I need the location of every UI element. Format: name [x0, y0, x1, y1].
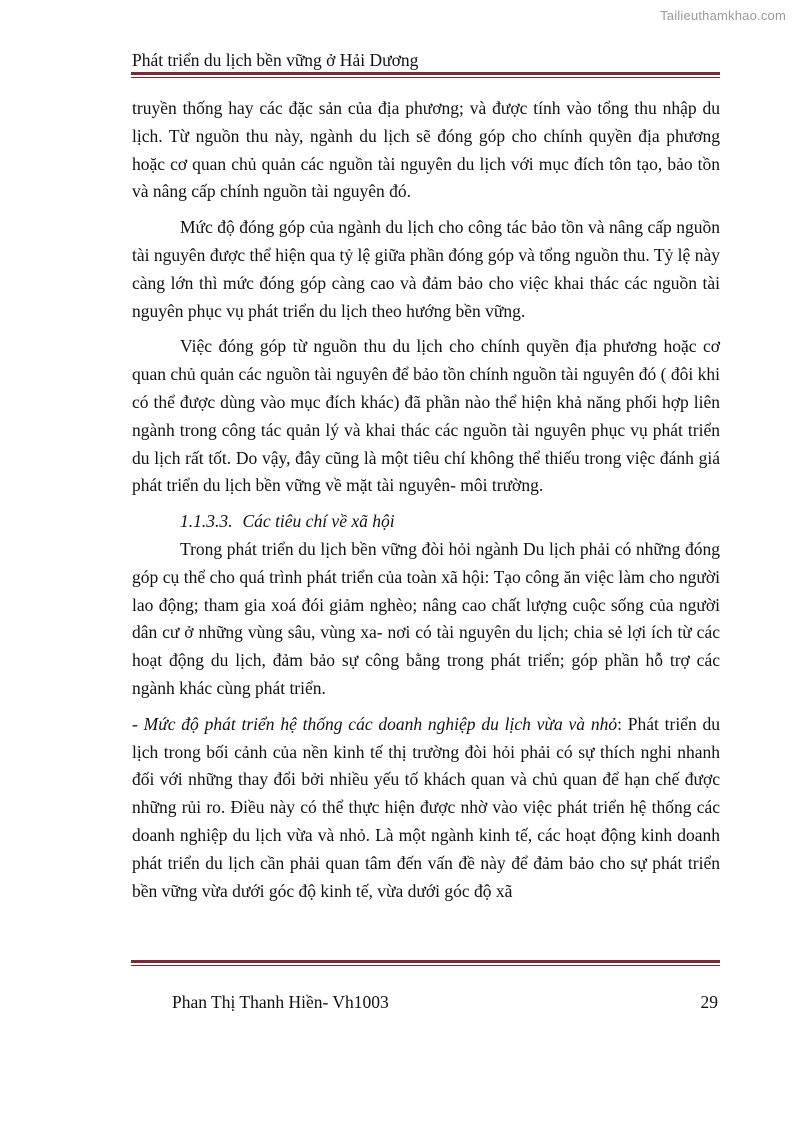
- paragraph-4: Trong phát triển du lịch bền vững đòi hỏi ngành Du lịch phải có những đóng góp cụ thể cho quá trình phát triển của toàn xã hội: Tạo công ăn việc làm cho người lao động; tham gia xoá đói giảm nghèo; nâng cao chất lượng cuộc sống của người dân cư ở những vùng sâu, vùng xa- nơi có tài nguyên du lịch; chia sẻ lợi ích từ các hoạt động du lịch, đảm bảo sự công bằng trong phát triển; góp phần hỗ trợ các ngành khác cùng phát triển.: [132, 538, 720, 698]
- paragraph-3: Việc đóng góp từ nguồn thu du lịch cho chính quyền địa phương hoặc cơ quan chủ quản các nguồn tài nguyên để bảo tồn chính nguồn tài nguyên đó ( đôi khi có thể được dùng vào mục đích khác) đã phần nào thể hiện khả năng phối hợp liên ngành trong công tác quản lý và khai thác các nguồn tài nguyên phục vụ phát triển du lịch rất tốt. Do vậy, đây cũng là một tiêu chí không thể thiếu trong việc đánh giá phát triển du lịch bền vững về mặt tài nguyên- môi trường.: [132, 336, 720, 496]
- footer-author: Phan Thị Thanh Hiền- Vh1003: [172, 992, 389, 1012]
- paragraph-5: [132, 711, 720, 906]
- paragraph-2: Mức độ đóng góp của ngành du lịch cho công tác bảo tồn và nâng cấp nguồn tài nguyên được thể hiện qua tỷ lệ giữa phần đóng góp và tổng nguồn thu. Tỷ lệ này càng lớn thì mức đóng góp càng cao và đảm bảo cho việc khai thác các nguồn tài nguyên phục vụ phát triển du lịch theo hướng bền vững.: [132, 217, 720, 321]
- section-title: Các tiêu chí về xã hội: [242, 511, 395, 532]
- page-header-title: Phát triển du lịch bền vững ở Hải Dương: [132, 50, 419, 70]
- section-number: 1.1.3.3.: [180, 511, 233, 532]
- header-divider: [131, 72, 720, 78]
- document-body: [132, 95, 720, 905]
- section-heading: [132, 508, 720, 536]
- paragraph-1: truyền thống hay các đặc sản của địa phương; và được tính vào tổng thu nhập du lịch. Từ nguồn thu này, ngành du lịch sẽ đóng góp cho chính quyền địa phương hoặc cơ quan chủ quản các nguồn tài nguyên du lịch với mục đích tôn tạo, bảo tồn và nâng cấp chính nguồn tài nguyên đó.: [132, 98, 720, 202]
- paragraph-5-text: : Phát triển du lịch trong bối cảnh của nền kinh tế thị trường đòi hỏi phải có sự thích nghi nhanh đối với những thay đổi bởi nhiều yếu tố khách quan và chủ quan để hạn chế được những rủi ro. Điều này có thể thực hiện được nhờ vào việc phát triển hệ thống các doanh nghiệp du lịch vừa và nhỏ. Là một ngành kinh tế, các hoạt động kinh doanh phát triển du lịch cần phải quan tâm đến vấn đề này để đảm bảo cho sự phát triển bền vững vừa dưới góc độ kinh tế, vừa dưới góc độ xã: [132, 713, 720, 901]
- footer-divider: [131, 960, 720, 966]
- page-number: 29: [700, 992, 718, 1012]
- paragraph-5-lead: - Mức độ phát triển hệ thống các doanh nghiệp du lịch vừa và nhỏ: [132, 713, 618, 734]
- watermark-text: Tailieuthamkhao.com: [660, 8, 786, 23]
